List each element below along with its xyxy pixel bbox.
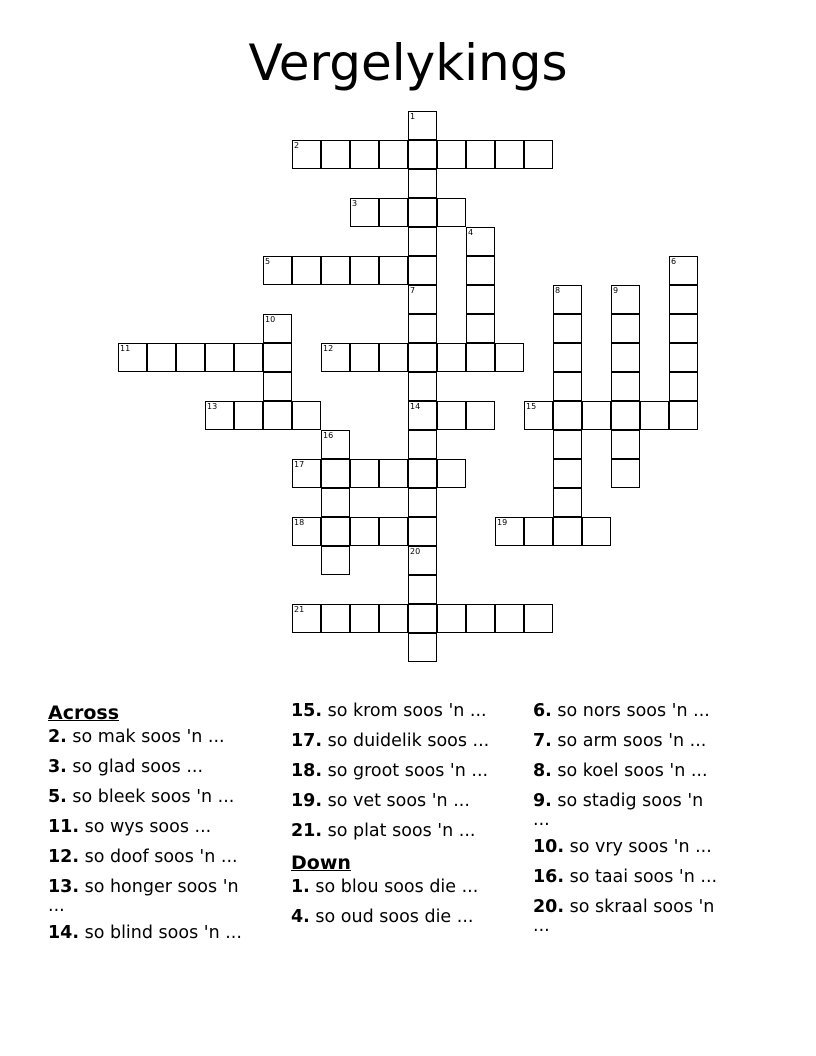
grid-cell[interactable] <box>408 546 437 575</box>
grid-cell[interactable] <box>553 372 582 401</box>
clue-number: 20. <box>533 897 565 917</box>
clue-number: 18. <box>291 761 323 781</box>
clue-text: so blou soos die ... <box>309 877 479 897</box>
grid-cell[interactable] <box>350 459 379 488</box>
clue-number: 4. <box>291 907 310 927</box>
clue-text: so oud soos die ... <box>309 907 474 927</box>
grid-cell[interactable] <box>640 401 669 430</box>
clue-item <box>533 730 769 752</box>
cell-number: 13 <box>207 402 218 411</box>
grid-cell[interactable] <box>437 343 466 372</box>
grid-cell[interactable] <box>611 459 640 488</box>
cell-number: 10 <box>265 315 276 324</box>
grid-cell[interactable] <box>582 517 611 546</box>
cell-number: 5 <box>265 257 271 266</box>
grid-cell[interactable] <box>524 517 553 546</box>
clue-item <box>291 760 527 782</box>
grid-cell[interactable] <box>408 256 437 285</box>
clue-number: 21. <box>291 821 323 841</box>
grid-cell[interactable] <box>553 401 582 430</box>
grid-cell[interactable] <box>553 285 582 314</box>
grid-cell[interactable] <box>292 140 321 169</box>
clue-number: 8. <box>533 761 552 781</box>
clue-continuation: ... <box>48 896 65 916</box>
clue-text: so vet soos 'n ... <box>322 791 470 811</box>
grid-cell[interactable] <box>321 488 350 517</box>
clue-number: 7. <box>533 731 552 751</box>
grid-cell[interactable] <box>466 314 495 343</box>
clue-text: so skraal soos 'n <box>564 897 715 917</box>
clue-text: so blind soos 'n ... <box>79 923 242 943</box>
grid-cell[interactable] <box>292 256 321 285</box>
grid-cell[interactable] <box>350 517 379 546</box>
clue-item <box>48 846 284 868</box>
clue-number: 16. <box>533 867 565 887</box>
grid-cell[interactable] <box>466 604 495 633</box>
clue-text: so arm soos 'n ... <box>551 731 707 751</box>
grid-cell[interactable] <box>669 372 698 401</box>
cell-number: 18 <box>294 518 305 527</box>
grid-cell[interactable] <box>176 343 205 372</box>
clue-item <box>533 700 769 722</box>
clue-number: 9. <box>533 791 552 811</box>
grid-cell[interactable] <box>466 256 495 285</box>
grid-cell[interactable] <box>350 140 379 169</box>
grid-cell[interactable] <box>611 401 640 430</box>
grid-cell[interactable] <box>495 517 524 546</box>
clue-number: 2. <box>48 727 67 747</box>
grid-cell[interactable] <box>321 343 350 372</box>
clue-number: 15. <box>291 701 323 721</box>
cell-number: 8 <box>555 286 561 295</box>
clue-item <box>533 836 769 858</box>
clue-item <box>48 876 284 914</box>
cell-number: 14 <box>410 402 421 411</box>
grid-cell[interactable] <box>350 256 379 285</box>
clue-text: so glad soos ... <box>66 757 204 777</box>
grid-cell[interactable] <box>611 285 640 314</box>
grid-cell[interactable] <box>524 604 553 633</box>
clue-text: so wys soos ... <box>79 817 212 837</box>
clue-text: so vry soos 'n ... <box>564 837 712 857</box>
clue-text: so mak soos 'n ... <box>66 727 225 747</box>
clue-item <box>291 820 527 842</box>
clue-item <box>533 866 769 888</box>
grid-cell[interactable] <box>553 517 582 546</box>
grid-cell[interactable] <box>466 343 495 372</box>
grid-cell[interactable] <box>321 256 350 285</box>
cell-number: 21 <box>294 605 305 614</box>
grid-cell[interactable] <box>408 430 437 459</box>
grid-cell[interactable] <box>205 401 234 430</box>
clue-item <box>291 790 527 812</box>
clue-number: 11. <box>48 817 80 837</box>
grid-cell[interactable] <box>379 198 408 227</box>
cell-number: 11 <box>120 344 131 353</box>
clue-item <box>48 756 284 778</box>
grid-cell[interactable] <box>379 256 408 285</box>
down-heading: Down <box>291 852 351 874</box>
grid-cell[interactable] <box>437 459 466 488</box>
grid-cell[interactable] <box>263 401 292 430</box>
grid-cell[interactable] <box>321 517 350 546</box>
grid-cell[interactable] <box>611 343 640 372</box>
grid-cell[interactable] <box>379 459 408 488</box>
grid-cell[interactable] <box>408 459 437 488</box>
cell-number: 20 <box>410 547 421 556</box>
clue-continuation: ... <box>533 810 550 830</box>
grid-cell[interactable] <box>118 343 147 372</box>
clue-text: so doof soos 'n ... <box>79 847 238 867</box>
grid-cell[interactable] <box>350 198 379 227</box>
clue-text: so plat soos 'n ... <box>322 821 476 841</box>
grid-cell[interactable] <box>669 401 698 430</box>
grid-cell[interactable] <box>553 488 582 517</box>
grid-cell[interactable] <box>437 604 466 633</box>
cell-number: 17 <box>294 460 305 469</box>
grid-cell[interactable] <box>350 343 379 372</box>
grid-cell[interactable] <box>669 256 698 285</box>
grid-cell[interactable] <box>524 140 553 169</box>
grid-cell[interactable] <box>263 314 292 343</box>
grid-cell[interactable] <box>321 459 350 488</box>
grid-cell[interactable] <box>408 401 437 430</box>
grid-cell[interactable] <box>437 198 466 227</box>
grid-cell[interactable] <box>553 343 582 372</box>
clue-item <box>533 760 769 782</box>
cell-number: 15 <box>526 402 537 411</box>
clue-text: so koel soos 'n ... <box>551 761 708 781</box>
grid-cell[interactable] <box>408 111 437 140</box>
grid-cell[interactable] <box>263 372 292 401</box>
clue-text: so honger soos 'n <box>79 877 239 897</box>
cell-number: 3 <box>352 199 358 208</box>
clue-item <box>48 922 284 944</box>
grid-cell[interactable] <box>321 604 350 633</box>
clue-number: 6. <box>533 701 552 721</box>
clue-number: 14. <box>48 923 80 943</box>
grid-cell[interactable] <box>292 604 321 633</box>
clue-number: 1. <box>291 877 310 897</box>
grid-cell[interactable] <box>408 343 437 372</box>
cell-number: 6 <box>671 257 677 266</box>
clue-text: so groot soos 'n ... <box>322 761 489 781</box>
cell-number: 9 <box>613 286 619 295</box>
grid-cell[interactable] <box>466 401 495 430</box>
grid-cell[interactable] <box>321 430 350 459</box>
clue-item <box>48 786 284 808</box>
grid-cell[interactable] <box>611 372 640 401</box>
clue-number: 17. <box>291 731 323 751</box>
grid-cell[interactable] <box>408 140 437 169</box>
grid-cell[interactable] <box>379 517 408 546</box>
grid-cell[interactable] <box>292 517 321 546</box>
clue-text: so krom soos 'n ... <box>322 701 487 721</box>
grid-cell[interactable] <box>495 604 524 633</box>
grid-cell[interactable] <box>466 285 495 314</box>
grid-cell[interactable] <box>292 459 321 488</box>
cell-number: 16 <box>323 431 334 440</box>
grid-cell[interactable] <box>408 633 437 662</box>
across-heading: Across <box>48 702 120 724</box>
grid-cell[interactable] <box>234 401 263 430</box>
clue-text: so taai soos 'n ... <box>564 867 718 887</box>
grid-cell[interactable] <box>379 140 408 169</box>
clue-column-2 <box>291 700 527 936</box>
grid-cell[interactable] <box>495 343 524 372</box>
clue-number: 10. <box>533 837 565 857</box>
grid-cell[interactable] <box>321 546 350 575</box>
grid-cell[interactable] <box>263 256 292 285</box>
grid-cell[interactable] <box>669 314 698 343</box>
clue-item <box>291 906 527 928</box>
grid-cell[interactable] <box>669 343 698 372</box>
clue-text: so nors soos 'n ... <box>551 701 710 721</box>
grid-cell[interactable] <box>408 372 437 401</box>
puzzle-title: Vergelykings <box>248 34 568 92</box>
clue-number: 12. <box>48 847 80 867</box>
grid-cell[interactable] <box>553 459 582 488</box>
grid-cell[interactable] <box>234 343 263 372</box>
grid-cell[interactable] <box>437 140 466 169</box>
grid-cell[interactable] <box>408 488 437 517</box>
grid-cell[interactable] <box>582 401 611 430</box>
cell-number: 19 <box>497 518 508 527</box>
grid-cell[interactable] <box>379 343 408 372</box>
grid-cell[interactable] <box>466 227 495 256</box>
grid-cell[interactable] <box>611 314 640 343</box>
clue-item <box>291 730 527 752</box>
clue-text: so bleek soos 'n ... <box>66 787 235 807</box>
grid-cell[interactable] <box>611 430 640 459</box>
clue-text: so duidelik soos ... <box>322 731 490 751</box>
grid-cell[interactable] <box>408 285 437 314</box>
clue-item <box>533 896 769 934</box>
clue-number: 13. <box>48 877 80 897</box>
grid-cell[interactable] <box>408 604 437 633</box>
clue-text: so stadig soos 'n <box>551 791 704 811</box>
clue-number: 3. <box>48 757 67 777</box>
grid-cell[interactable] <box>408 198 437 227</box>
clue-item <box>48 726 284 748</box>
grid-cell[interactable] <box>408 227 437 256</box>
grid-cell[interactable] <box>408 517 437 546</box>
clue-column-1 <box>48 700 284 952</box>
grid-cell[interactable] <box>437 401 466 430</box>
grid-cell[interactable] <box>408 575 437 604</box>
grid-cell[interactable] <box>350 604 379 633</box>
grid-cell[interactable] <box>408 169 437 198</box>
grid-cell[interactable] <box>553 314 582 343</box>
grid-cell[interactable] <box>263 343 292 372</box>
grid-cell[interactable] <box>408 314 437 343</box>
cell-number: 1 <box>410 112 416 121</box>
grid-cell[interactable] <box>321 140 350 169</box>
grid-cell[interactable] <box>379 604 408 633</box>
clue-column-3 <box>533 700 769 942</box>
grid-cell[interactable] <box>292 401 321 430</box>
cell-number: 4 <box>468 228 474 237</box>
clue-item <box>291 876 527 898</box>
clue-item <box>48 816 284 838</box>
cell-number: 12 <box>323 344 334 353</box>
cell-number: 2 <box>294 141 300 150</box>
clue-item <box>533 790 769 828</box>
clue-continuation: ... <box>533 916 550 936</box>
grid-cell[interactable] <box>553 430 582 459</box>
cell-number: 7 <box>410 286 416 295</box>
grid-cell[interactable] <box>524 401 553 430</box>
grid-cell[interactable] <box>495 140 524 169</box>
grid-cell[interactable] <box>205 343 234 372</box>
clue-item <box>291 700 527 722</box>
clue-number: 19. <box>291 791 323 811</box>
grid-cell[interactable] <box>669 285 698 314</box>
grid-cell[interactable] <box>147 343 176 372</box>
grid-cell[interactable] <box>466 140 495 169</box>
clue-number: 5. <box>48 787 67 807</box>
